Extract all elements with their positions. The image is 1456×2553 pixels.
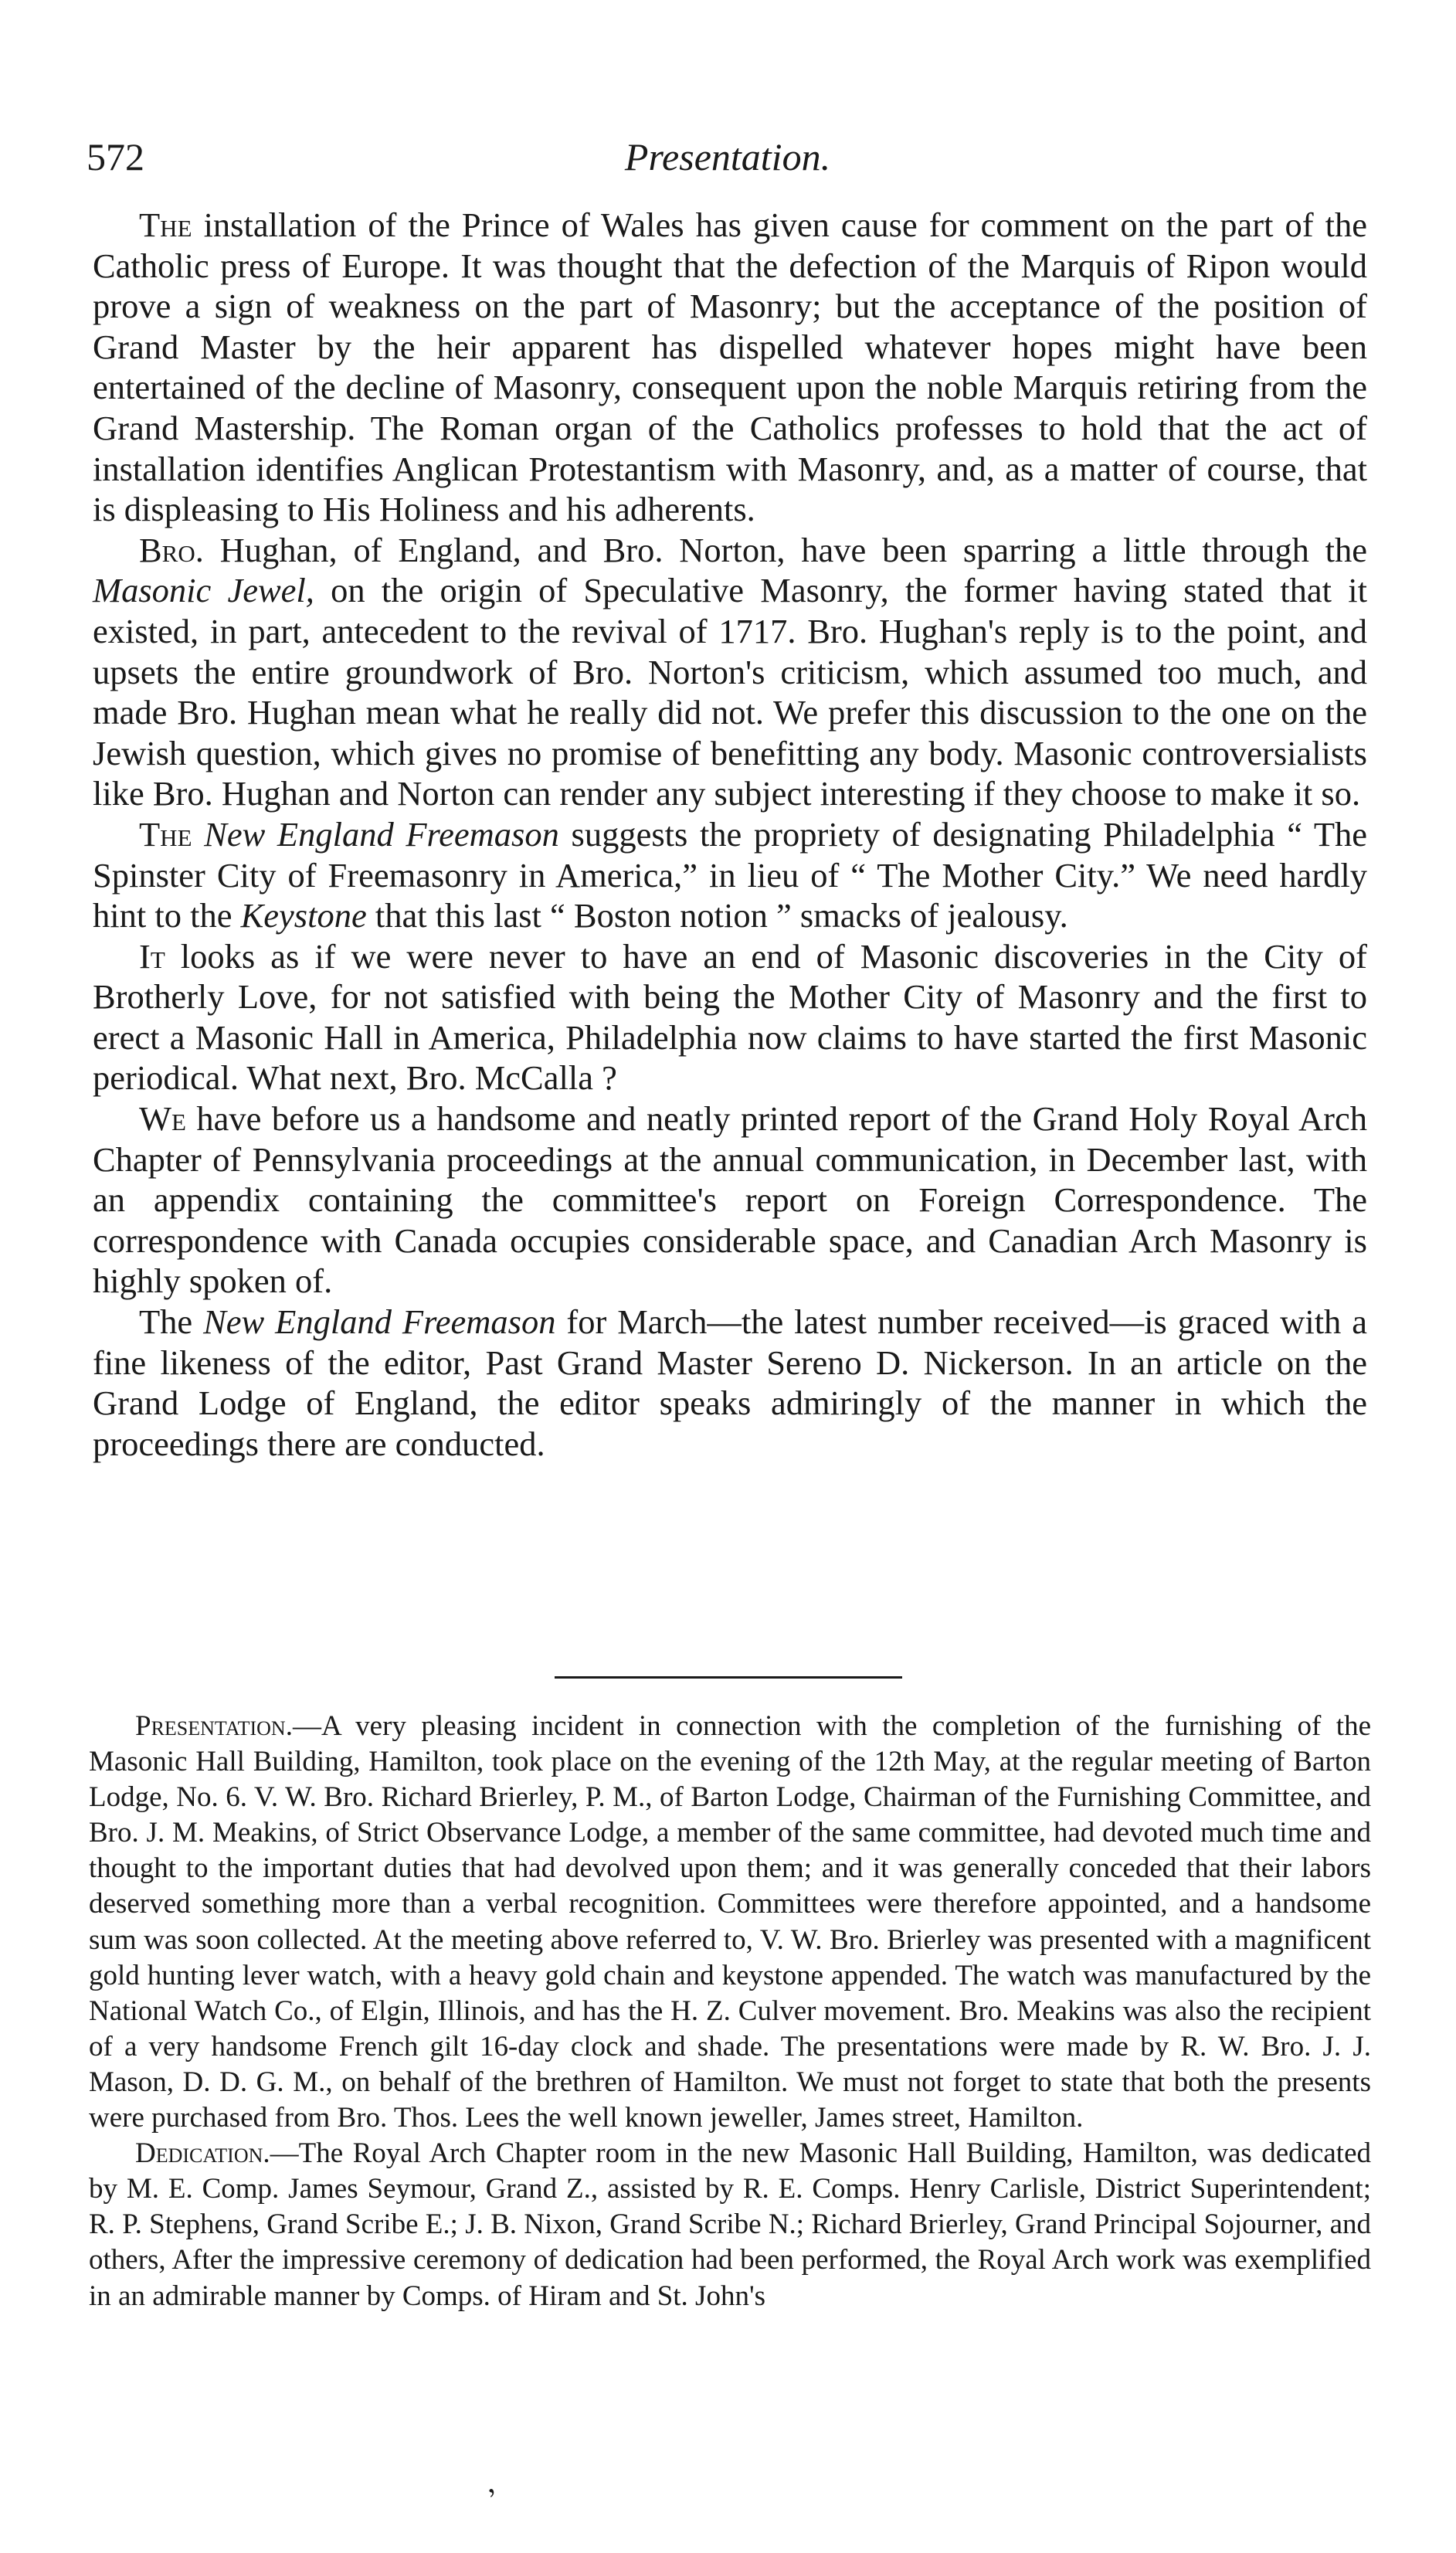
paragraph-lead: We [139, 1099, 186, 1139]
paragraph-text: —The Royal Arch Chapter room in the new Masonic Hall Building, Hamilton, was dedicated by M. E. Comp. James Seymour, Grand Z., assisted by R. E. Comps. Henry Carlisle, District Superintendent; R. P. Stephens, Grand Scribe E.; J. B. Nixon, Grand Scribe N.; Richard Brierley, Grand Principal Sojourner, and others, After the impressive ceremony of dedication had been performed, the Royal Arch work was exemplified in an admirable manner by Comps. of Hiram and St. John's [89, 2137, 1371, 2312]
article-paragraph [93, 814, 1367, 936]
note-paragraph [89, 2136, 1371, 2314]
italic-text: New England Freemason [203, 1302, 556, 1342]
article-paragraph [93, 936, 1367, 1098]
italic-text: Masonic Jewel, [93, 571, 314, 610]
italic-text: New England Freemason [204, 814, 559, 854]
italic-text: Keystone [240, 896, 367, 935]
running-title: Presentation. [624, 135, 831, 178]
paragraph-text: Hughan, of England, and Bro. Norton, have been sparring a little through the [203, 530, 1367, 569]
paragraph-lead: The [139, 814, 192, 854]
footnote-divider [555, 1676, 902, 1679]
paragraph-text: that this last “ Boston notion ” smacks of jealousy. [366, 896, 1068, 935]
paragraph-text: installation of the Prince of Wales has given cause for comment on the part of the Catholic press of Europe. It was thought that the defection of the Marquis of Ripon would prove a sign of weakness on the part of Masonry; but the acceptance of the position of Grand Master by the heir apparent has dispelled whatever hopes might have been entertained of the decline of Masonry, consequent upon the noble Marquis retiring from the Grand Mastership. The Roman organ of the Catholics professes to hold that the act of installation identifies Anglican Protestantism with Masonry, and, as a matter of course, that is displeasing to His Holiness and his adherents. [93, 205, 1367, 529]
article-paragraph [93, 1302, 1367, 1464]
paragraph-lead: Dedication. [135, 2137, 270, 2170]
paragraph-lead: Bro. [139, 530, 204, 569]
paragraph-text: looks as if we were never to have an end of Masonic discoveries in the City of Brotherly Love, for not satisfied with being the Mother City of Masonry and the first to erect a Masonic Hall in America, Philadelphia now claims to have started the first Masonic periodical. What next, Bro. McCalla ? [93, 936, 1367, 1098]
page-number: 572 [87, 135, 144, 178]
paragraph-text: suggests the propriety of designating Philadelphia “ The Spinster City of Freemasonry in America,” in lieu of “ The Mother City.” We need hardly hint to the [93, 814, 1368, 935]
page-header [87, 130, 1369, 199]
article-paragraph [93, 530, 1367, 814]
main-text [93, 205, 1367, 1464]
bottom-mark: ’ [483, 2480, 505, 2517]
article-paragraph [93, 205, 1367, 530]
paragraph-text: have before us a handsome and neatly printed report of the Grand Holy Royal Arch Chapter of Pennsylvania proceedings at the annual communication, in December last, with an appendix containing the committee's report on Foreign Correspondence. The correspondence with Canada occupies considerable space, and Canadian Arch Masonry is highly spoken of. [93, 1099, 1367, 1301]
paragraph-lead: The [139, 205, 192, 244]
paragraph-text [192, 815, 205, 854]
paragraph-text: on the origin of Speculative Masonry, the former having stated that it existed, in part, antecedent to the revival of 1717. Bro. Hughan's reply is to the point, and upsets the entire groundwork of Bro. Norton's criticism, which assumed too much, and made Bro. Hughan mean what he really did not. We prefer this discussion to the one on the Jewish question, which gives no promise of benefitting any body. Masonic controversialists like Bro. Hughan and Norton can render any subject interesting if they choose to make it so. [93, 571, 1367, 813]
note-paragraph [89, 1709, 1371, 2136]
paragraph-text: —A very pleasing incident in connection with the completion of the furnishing of the Masonic Hall Building, Hamilton, took place on the evening of the 12th May, at the regular meeting of Barton Lodge, No. 6. V. W. Bro. Richard Brierley, P. M., of Barton Lodge, Chairman of the Furnishing Committee, and Bro. J. M. Meakins, of Strict Observance Lodge, a member of the same committee, had devoted much time and thought to the important duties that had devolved upon them; and it was generally conceded that their labors deserved something more than a verbal recognition. Committees were therefore appointed, and a handsome sum was soon collected. At the meeting above referred to, V. W. Bro. Brierley was presented with a magnificent gold hunting lever watch, with a heavy gold chain and keystone appended. The watch was manufactured by the National Watch Co., of Elgin, Illinois, and has the H. Z. Culver movement. Bro. Meakins was also the recipient of a very handsome French gilt 16-day clock and shade. The presentations were made by R. W. Bro. J. J. Mason, D. D. G. M., on behalf of the brethren of Hamilton. We must not forget to state that both the presents were purchased from Bro. Thos. Lees the well known jeweller, James street, Hamilton. [89, 1710, 1371, 2134]
paragraph-text: for March—the latest number received—is graced with a fine likeness of the editor, Past Grand Master Sereno D. Nickerson. In an article on the Grand Lodge of England, the editor speaks admiringly of the manner in which the proceedings there are conducted. [93, 1302, 1367, 1463]
paragraph-lead: Presentation. [135, 1710, 293, 1742]
paragraph-lead: It [139, 936, 165, 976]
notes-section [89, 1709, 1371, 2314]
article-paragraph [93, 1098, 1367, 1302]
paragraph-text: The [139, 1302, 204, 1342]
